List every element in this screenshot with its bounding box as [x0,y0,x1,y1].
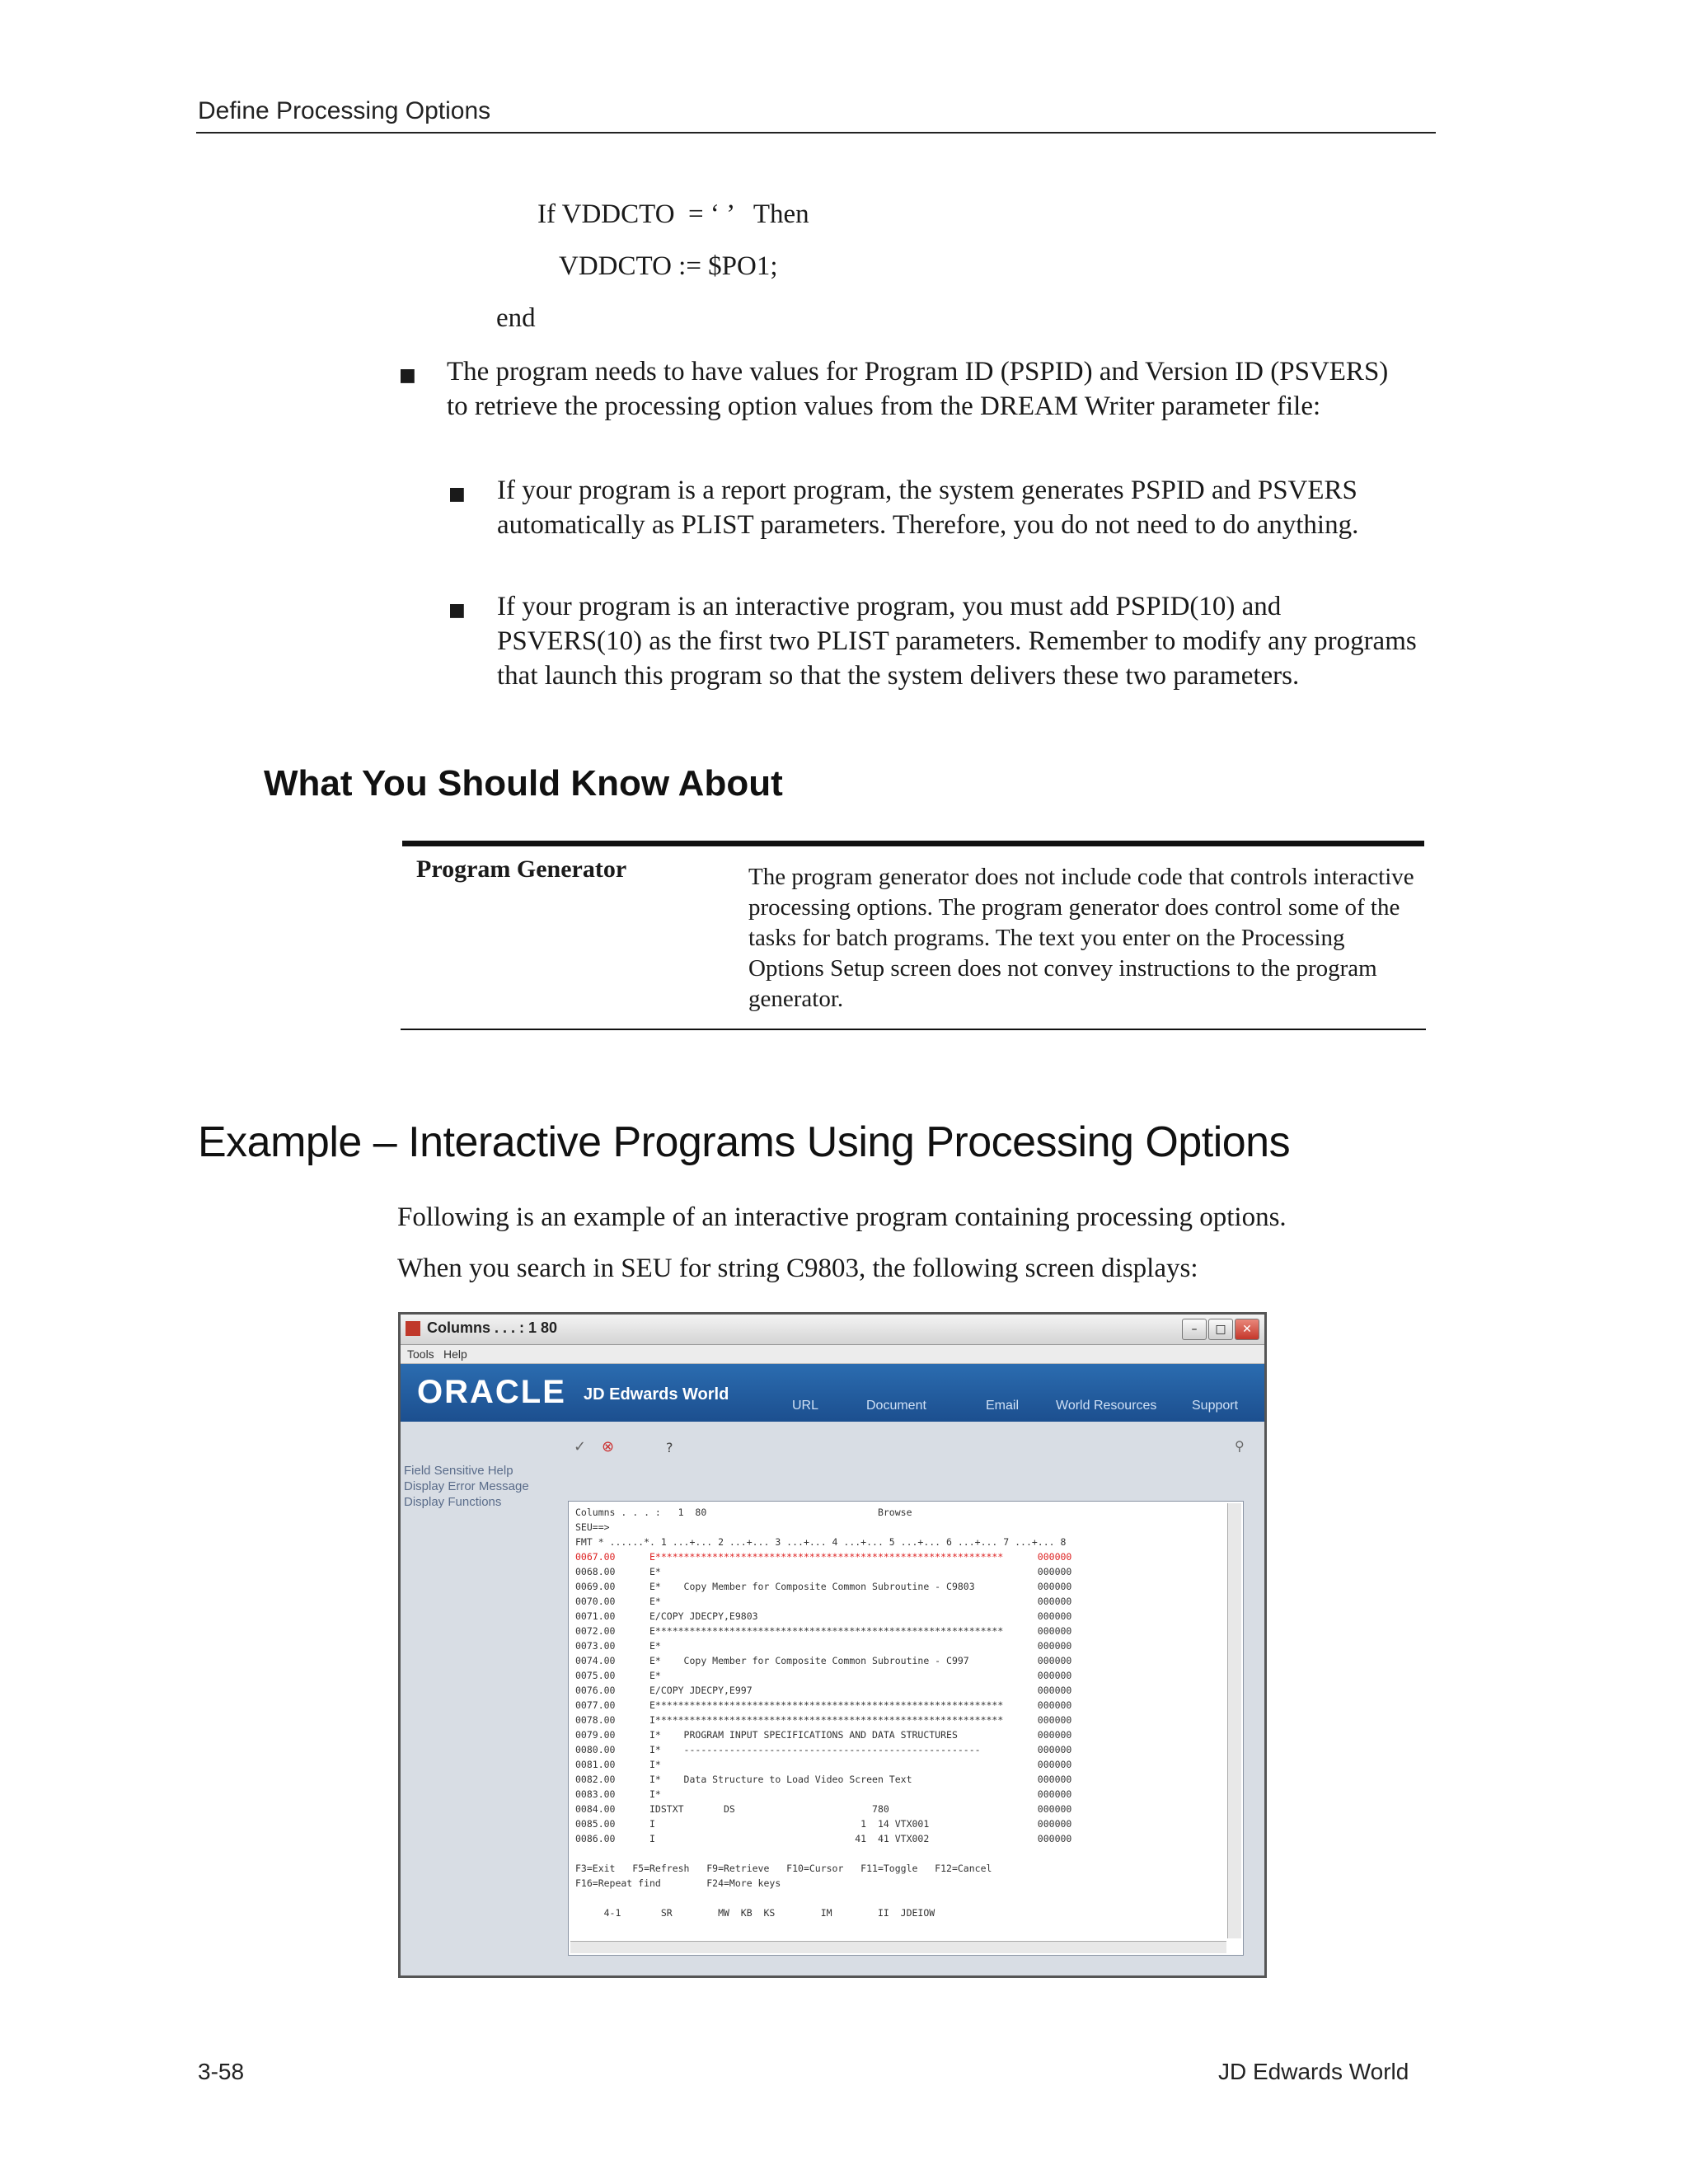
bullet-marker: ■ [399,365,416,386]
window-titlebar [401,1315,1264,1345]
terminal-line: F3=Exit F5=Refresh F9=Retrieve F10=Cursor F11=Toggle F12=Cancel [575,1863,992,1874]
terminal-line: 0080.00 I* ---------------------------------------------------- 000000 [575,1744,1072,1755]
page-number: 3-58 [198,2059,245,2084]
nav-support[interactable]: Support [1192,1399,1239,1413]
link-error-message[interactable]: Display Error Message [404,1479,529,1493]
terminal-line: Columns . . . : 1 80 Browse [575,1507,912,1518]
nav-document[interactable]: Document [866,1399,926,1413]
minimize-icon[interactable]: – [1182,1319,1207,1340]
horizontal-scrollbar[interactable] [570,1941,1226,1953]
side-links [404,1463,569,1510]
table-definition: The program generator does not include code that controls interactive processing options. The program generator does control some of the tasks for batch programs. The text you enter on the Processing Options Setup screen does not convey instructions to the program generator. [748,864,1414,1012]
menu-tools[interactable]: Tools [407,1347,434,1361]
footer-product: JD Edwards World [1218,2059,1409,2084]
section-heading-know: What You Should Know About [264,763,783,804]
terminal-line: 0079.00 I* PROGRAM INPUT SPECIFICATIONS AND DATA STRUCTURES 000000 [575,1729,1072,1741]
terminal-line: FMT * ......*. 1 ...+... 2 ...+... 3 ...+... 4 ...+... 5 ...+... 6 ...+... 7 ...+... 8 [575,1536,1067,1548]
terminal-line: 0082.00 I* Data Structure to Load Video Screen Text 000000 [575,1774,1072,1785]
table-bottom-rule [401,1029,1426,1030]
oracle-logo: ORACLE [417,1374,566,1410]
terminal-line: 0073.00 E* 000000 [575,1640,1072,1652]
nav-world-resources[interactable]: World Resources [1056,1399,1157,1413]
app-icon [406,1321,420,1336]
code-line-2: VDDCTO := $PO1; [559,251,778,281]
terminal-line: 0083.00 I* 000000 [575,1788,1072,1800]
cancel-icon[interactable]: ⊗ [602,1438,615,1455]
terminal-line: 0075.00 E* 000000 [575,1670,1072,1681]
menu-help[interactable]: Help [443,1347,467,1361]
terminal-line: 0077.00 E************************************************************* 000000 [575,1699,1072,1711]
table-term: Program Generator [416,855,627,883]
terminal-line: 0071.00 E/COPY JDECPY,E9803 000000 [575,1610,1072,1622]
terminal-line: 0084.00 IDSTXT DS 780 000000 [575,1803,1072,1815]
terminal-line: 0072.00 E************************************************************* 000000 [575,1625,1072,1637]
running-header: Define Processing Options [198,97,491,124]
close-icon[interactable]: ✕ [1235,1319,1259,1340]
header-rule [196,132,1436,134]
terminal-line [575,1846,1218,1861]
vertical-scrollbar[interactable] [1227,1503,1241,1938]
terminal-line: 0067.00 E************************************************************* 000000 [575,1551,1072,1563]
maximize-icon[interactable]: □ [1208,1319,1233,1340]
terminal-text [575,1505,1218,1920]
bullet-sub-1: If your program is a report program, the system generates PSPID and PSVERS automatically as PLIST parameters. Therefore, you do not need to do anything. [497,476,1359,540]
terminal-line: SEU==> [575,1521,610,1533]
section-heading-example: Example – Interactive Programs Using Processing Options [198,1118,1291,1166]
link-display-functions[interactable]: Display Functions [404,1495,502,1509]
code-line-3: end [496,303,536,333]
terminal-line: 0068.00 E* 000000 [575,1566,1072,1577]
nav-url[interactable]: URL [792,1399,819,1413]
menu-bar [401,1345,1264,1364]
help-icon[interactable]: ? [666,1440,673,1455]
terminal-line: 0081.00 I* 000000 [575,1759,1072,1770]
brand-banner [401,1364,1264,1422]
terminal-line: 0070.00 E* 000000 [575,1596,1072,1607]
check-icon[interactable]: ✓ [574,1438,587,1455]
nav-email[interactable]: Email [986,1399,1020,1413]
window-title: Columns . . . : 1 80 [427,1319,558,1336]
table-top-rule [402,841,1424,846]
terminal-line: 4-1 SR MW KB KS IM II JDEIOW [575,1907,935,1919]
code-line-1: If VDDCTO = ‘ ’ Then [537,199,809,229]
terminal-line: 0076.00 E/COPY JDECPY,E997 000000 [575,1685,1072,1696]
terminal-line [575,1891,1218,1905]
bullet-marker: ■ [448,600,466,621]
terminal-line: 0074.00 E* Copy Member for Composite Common Subroutine - C997 000000 [575,1655,1072,1666]
example-para-2: When you search in SEU for string C9803, the following screen displays: [397,1254,1198,1283]
terminal-line: 0078.00 I************************************************************* 000000 [575,1714,1072,1726]
search-icon[interactable]: ⚲ [1235,1438,1245,1454]
terminal-line: F16=Repeat find F24=More keys [575,1877,781,1889]
example-para-1: Following is an example of an interactive program containing processing options. [397,1202,1287,1232]
terminal-line: 0085.00 I 1 14 VTX001 000000 [575,1818,1072,1830]
terminal-line: 0086.00 I 41 41 VTX002 000000 [575,1833,1072,1844]
terminal-pane [568,1501,1244,1956]
terminal-line: 0069.00 E* Copy Member for Composite Common Subroutine - C9803 000000 [575,1581,1072,1592]
screenshot-window [398,1312,1267,1978]
brand-subtitle: JD Edwards World [584,1385,729,1404]
bullet-sub-2: If your program is an interactive program, you must add PSPID(10) and PSVERS(10) as the first two PLIST parameters. Remember to modify any programs that launch this program so that the system delivers these two parameters. [497,592,1417,691]
link-field-help[interactable]: Field Sensitive Help [404,1464,513,1478]
bullet-marker: ■ [448,484,466,504]
bullet-main: The program needs to have values for Program ID (PSPID) and Version ID (PSVERS) to retrieve the processing option values from the DREAM Writer parameter file: [447,357,1389,421]
